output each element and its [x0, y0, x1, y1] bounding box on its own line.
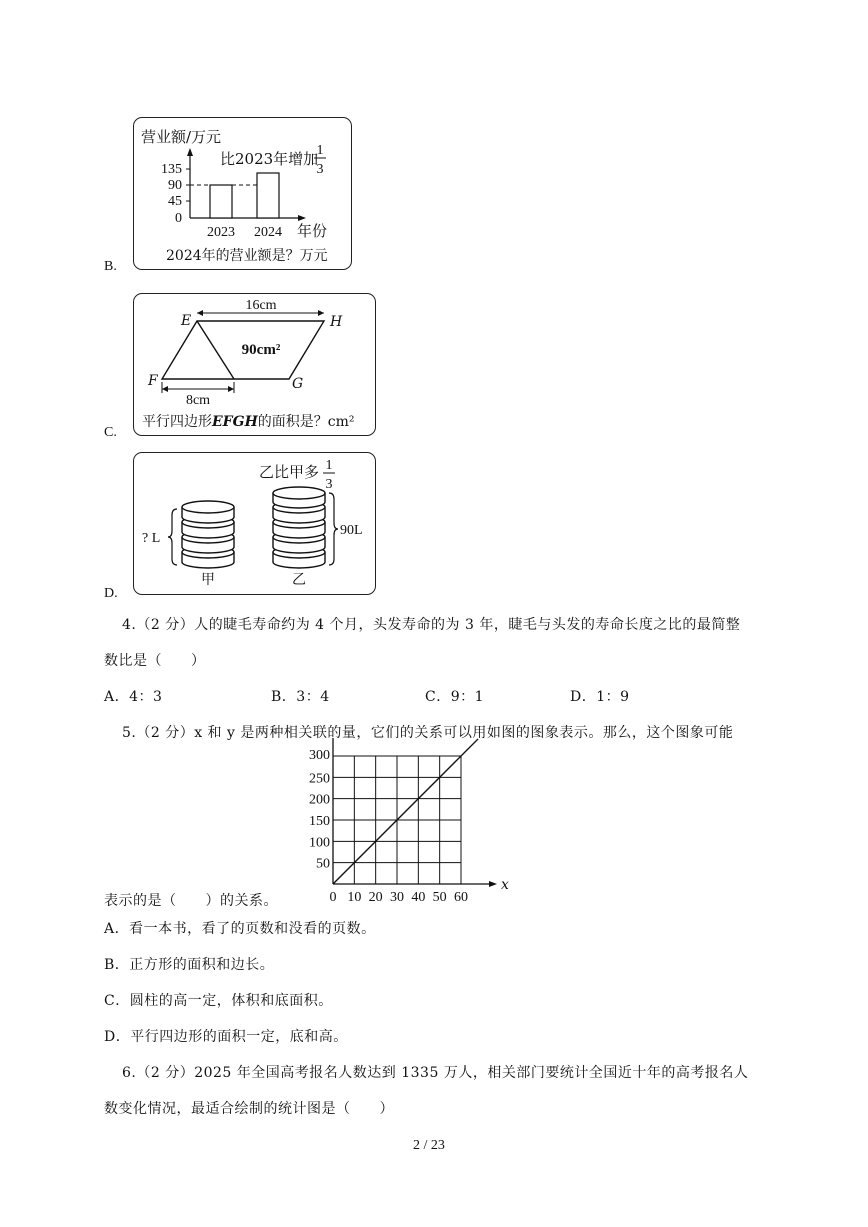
revenue-question: 2024年的营业额是？万元 — [166, 248, 328, 264]
q6-text-line1: 6.（2 分）2025 年全国高考报名人数达到 1335 万人，相关部门要统计全国近十年的高考报名人 — [122, 1065, 749, 1081]
page-number: 2 / 23 — [413, 1138, 445, 1153]
option-c-box — [133, 293, 376, 436]
fraction-denominator: 3 — [325, 477, 333, 492]
option-b-box — [133, 117, 352, 270]
right-brace — [329, 493, 338, 565]
q5-option-c[interactable]: C．圆柱的高一定，体积和底面积。 — [104, 993, 333, 1009]
x-axis-arrow-icon — [298, 215, 306, 221]
x-axis-arrow-icon — [489, 881, 497, 887]
revenue-ytick-45: 45 — [168, 194, 182, 209]
revenue-bar-figure — [134, 118, 351, 269]
vertex-h-label: H — [330, 314, 343, 330]
y-tick-label: 200 — [309, 792, 330, 808]
xy-line-chart — [290, 738, 520, 910]
q4-option-d[interactable]: D．1：9 — [570, 689, 630, 705]
arrow-left-icon — [197, 310, 203, 316]
barrel-note: 乙比甲多 — [259, 463, 320, 481]
diagonal-segment — [197, 321, 234, 379]
vertex-g-label: G — [292, 376, 304, 392]
option-b-letter: B. — [104, 259, 117, 274]
q4-text-line1: 4.（2 分）人的睫毛寿命约为 4 个月，头发寿命的为 3 年，睫毛与头发的寿命长度之比的最简整 — [122, 617, 741, 633]
y-axis-arrow-icon — [187, 148, 193, 156]
q5-text-line2: 表示的是（ ）的关系。 — [104, 893, 278, 909]
q4-option-a[interactable]: A．4：3 — [104, 689, 163, 705]
barrel-jia — [182, 501, 234, 568]
x-tick-label: 60 — [454, 890, 468, 905]
y-tick-label: 300 — [309, 748, 330, 763]
barrel-jia-label: 甲 — [201, 572, 215, 588]
q5-option-a[interactable]: A．看一本书，看了的页数和没看的页数。 — [104, 921, 376, 937]
option-d-box — [133, 452, 376, 595]
x-tick-label: 50 — [432, 890, 447, 905]
revenue-x-axis-label: 年份 — [297, 222, 328, 240]
arrow-right-icon — [318, 310, 324, 316]
parallelogram-question: 平行四边形EFGH的面积是？cm² — [142, 414, 355, 430]
x-axis-label: x — [501, 877, 509, 893]
q5-option-d[interactable]: D．平行四边形的面积一定，底和高。 — [104, 1029, 348, 1045]
q6-text-line2: 数变化情况，最适合绘制的统计图是（ ） — [104, 1101, 394, 1117]
bar-2023 — [210, 185, 232, 218]
x-tick-label: 40 — [411, 890, 426, 905]
option-d-letter: D. — [104, 586, 118, 601]
option-c-letter: C. — [104, 425, 117, 440]
q5-option-b[interactable]: B．正方形的面积和边长。 — [104, 957, 275, 973]
q4-option-c[interactable]: C．9：1 — [425, 689, 485, 705]
vertex-f-label: F — [148, 373, 158, 389]
y-tick-label: 250 — [309, 771, 330, 787]
fraction-denominator: 3 — [316, 162, 324, 177]
right-quantity-label: 90L — [340, 523, 363, 538]
bottom-length-label: 8cm — [185, 393, 211, 408]
top-length-label: 16cm — [245, 298, 277, 313]
revenue-ytick-90: 90 — [168, 178, 182, 193]
left-quantity-label: ? L — [142, 531, 161, 546]
area-label: 90cm² — [241, 342, 281, 358]
revenue-xcat-2024: 2024 — [254, 225, 282, 240]
vertex-e-label: E — [181, 313, 192, 329]
parallelogram-figure — [134, 294, 375, 435]
arrow-right-icon — [228, 386, 234, 392]
x-tick-label: 20 — [368, 890, 383, 905]
fraction-numerator: 1 — [325, 458, 333, 473]
y-tick-label: 150 — [309, 814, 330, 829]
x-tick-label: 0 — [329, 890, 337, 905]
y-tick-label: 50 — [316, 856, 330, 872]
left-brace — [168, 509, 177, 565]
q5-text-line1: 5.（2 分）x 和 y 是两种相关联的量，它们的关系可以用如图的图象表示。那么，这个图象可能 — [122, 725, 734, 741]
barrel-yi-label: 乙 — [292, 572, 306, 588]
x-tick-label: 10 — [347, 890, 362, 905]
revenue-increase-note: 比2023年增加 — [220, 150, 319, 168]
q4-text-line2: 数比是（ ） — [104, 653, 206, 669]
revenue-ytick-0: 0 — [175, 211, 182, 226]
fraction-numerator: 1 — [316, 143, 324, 158]
arrow-left-icon — [162, 386, 168, 392]
chart-axes — [330, 738, 497, 887]
revenue-ytick-135: 135 — [161, 162, 182, 177]
barrel-yi — [273, 487, 325, 568]
bar-2024 — [257, 173, 279, 218]
revenue-y-axis-label: 营业额/万元 — [141, 128, 222, 146]
x-tick-label: 30 — [390, 890, 404, 905]
revenue-xcat-2023: 2023 — [207, 225, 235, 240]
y-tick-label: 100 — [309, 835, 330, 851]
q4-option-b[interactable]: B．3：4 — [271, 689, 330, 705]
barrels-figure — [134, 453, 375, 594]
chart-labels — [309, 738, 509, 905]
